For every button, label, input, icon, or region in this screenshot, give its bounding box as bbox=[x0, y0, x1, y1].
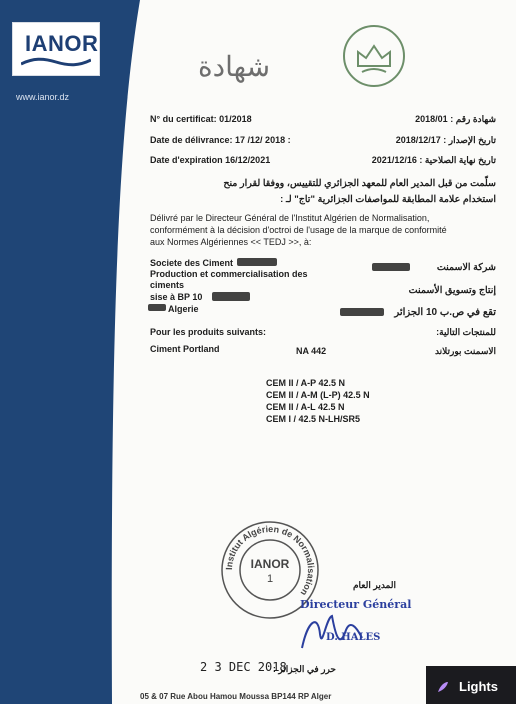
expiry-date-fr: Date d'expiration 16/12/2021 bbox=[150, 155, 271, 165]
expiry-date-ar: تاريخ نهاية الصلاحية : 2021/12/16 bbox=[371, 155, 496, 165]
redaction-mark bbox=[148, 304, 166, 311]
product-type: CEM II / A-P 42.5 N bbox=[266, 378, 346, 388]
feather-icon bbox=[436, 680, 450, 694]
declaration-fr-line1: Délivré par le Directeur Général de l'Institut Algérien de Normalisation, bbox=[150, 213, 430, 223]
logo-wave-icon bbox=[21, 56, 91, 68]
company-ar-address: تقع في ص.ب 10 الجزائر bbox=[394, 307, 496, 318]
redaction-mark bbox=[212, 292, 250, 301]
company-ar-activity: إنتاج وتسويق الأسمنت bbox=[408, 285, 496, 296]
declaration-fr-line2: conformément à la décision d'octroi de l'usage de la marque de conformité bbox=[150, 225, 447, 235]
stamp-number: 1 bbox=[266, 573, 274, 585]
company-fr-line1: Societe des Ciment bbox=[150, 258, 234, 268]
logo-text: IANOR bbox=[25, 31, 99, 56]
product-type: CEM II / A-L 42.5 N bbox=[266, 402, 345, 412]
declaration-ar-line1: سلّمت من قبل المدير العام للمعهد الجزائري للتقييس، ووفقا لقرار منح bbox=[223, 178, 496, 189]
company-fr-line5: Algerie bbox=[168, 304, 199, 314]
website-text: www.ianor.dz bbox=[16, 92, 70, 102]
company-ar-name: شركة الاسمنت bbox=[436, 262, 496, 273]
cert-number-ar: شهادة رقم : 2018/01 bbox=[415, 114, 496, 124]
overlay-label: Lights bbox=[459, 679, 498, 694]
tedj-seal-icon bbox=[340, 22, 408, 90]
stamp-ring-text: Institut Algérien de Normalisation bbox=[223, 523, 317, 598]
company-fr-line2: Production et commercialisation des bbox=[150, 269, 308, 279]
footer-address: 05 & 07 Rue Abou Hamou Moussa BP144 RP Alger bbox=[140, 692, 332, 701]
redaction-mark bbox=[372, 263, 410, 271]
company-fr-line4: sise à BP 10 bbox=[150, 292, 203, 302]
ianor-logo bbox=[12, 22, 100, 76]
product-type: CEM I / 42.5 N-LH/SR5 bbox=[266, 414, 361, 424]
page-title: شهادة bbox=[198, 50, 271, 83]
redaction-mark bbox=[237, 258, 277, 266]
director-title-fr: Directeur Général bbox=[300, 598, 412, 611]
issue-date-fr: Date de délivrance: 17 /12/ 2018 : bbox=[150, 135, 291, 145]
product-standard: NA 442 bbox=[296, 346, 327, 356]
cert-number-fr: N° du certificat: 01/2018 bbox=[150, 114, 252, 124]
product-name-fr: Ciment Portland bbox=[150, 344, 220, 354]
product-name-ar: الاسمنت بورتلاند bbox=[434, 346, 496, 356]
issue-date-ar: تاريخ الإصدار : 2018/12/17 bbox=[395, 135, 496, 145]
stamp-text: IANOR bbox=[250, 557, 290, 571]
declaration-ar-line2: استخدام علامة المطابقة للمواصفات الجزائرية "تاج" لـ : bbox=[280, 194, 496, 205]
sidebar-band bbox=[0, 0, 140, 704]
director-title-ar: المدير العام bbox=[352, 580, 396, 590]
declaration-fr-line3: aux Normes Algériennes << TEDJ >>, à: bbox=[150, 237, 312, 247]
product-type: CEM II / A-M (L-P) 42.5 N bbox=[266, 390, 370, 400]
redaction-mark bbox=[340, 308, 384, 316]
lightshot-overlay[interactable] bbox=[426, 666, 516, 704]
products-label-fr: Pour les produits suivants: bbox=[150, 327, 267, 337]
director-name: D. HALES bbox=[326, 632, 381, 643]
issue-date-stamp: 2 3 DEC 2018 bbox=[200, 660, 287, 674]
company-fr-line3: ciments bbox=[150, 280, 185, 290]
products-label-ar: للمنتجات التالية: bbox=[436, 327, 496, 337]
date-label-ar: حرر في الجزائر : bbox=[272, 664, 336, 674]
